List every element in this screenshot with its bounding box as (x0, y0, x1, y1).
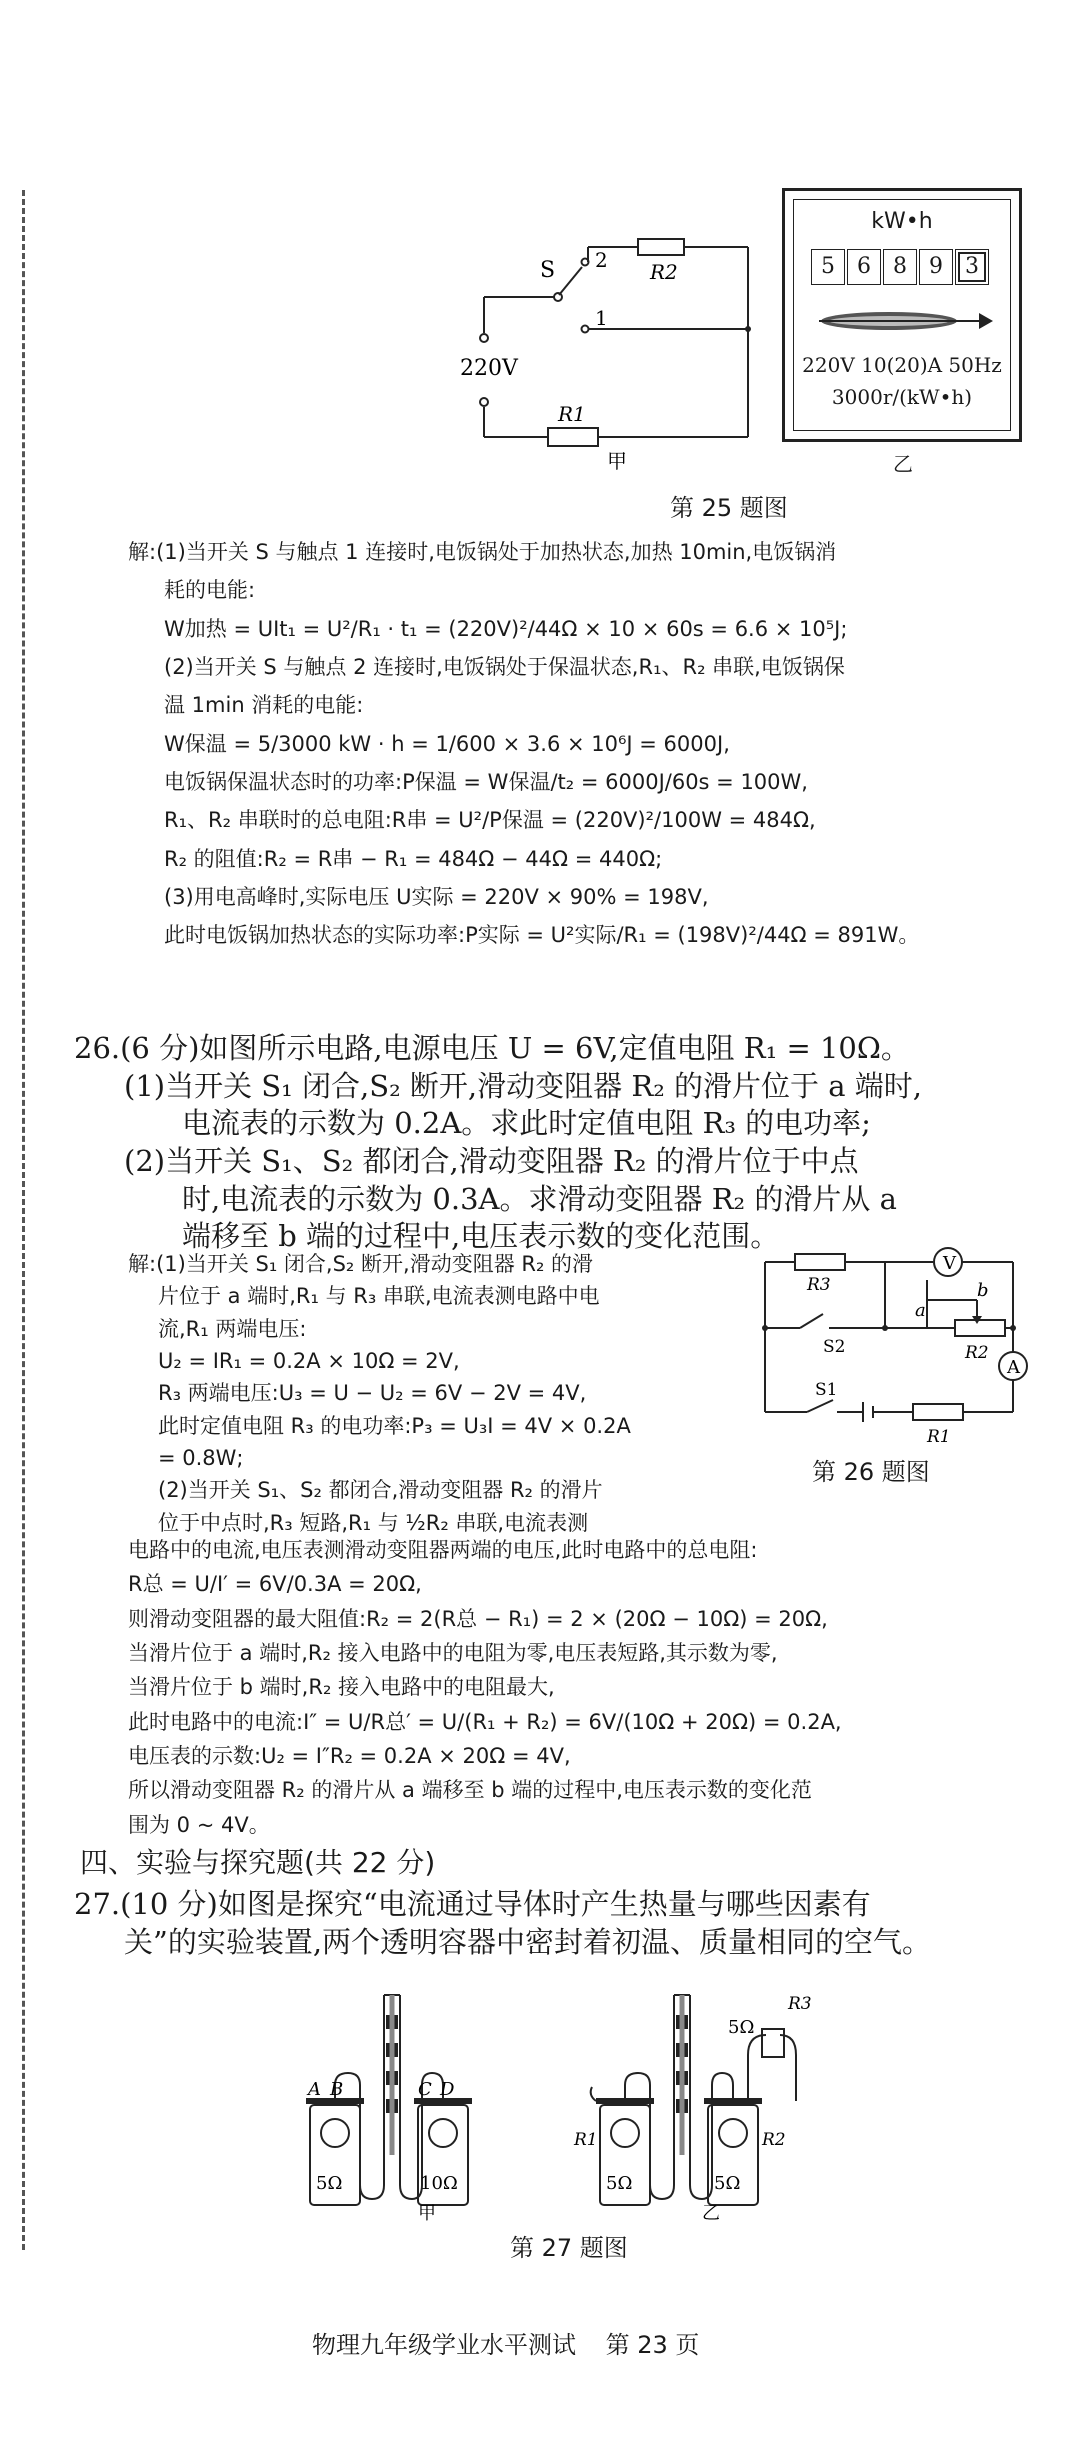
footer-page-number: 第 23 页 (605, 2331, 700, 2359)
solution-line: 此时电路中的电流:I″ = U/R总′ = U/(R₁ + R₂) = 6V/(10Ω + 20Ω) = 0.2A, (128, 1709, 842, 1734)
r2-label: R2 (650, 260, 678, 284)
energy-meter (782, 188, 1022, 442)
left-container-5ohm: 5Ω (316, 2173, 343, 2194)
footer-book-title: 物理九年级学业水平测试 (312, 2331, 576, 2359)
solution-line: 流,R₁ 两端电压: (158, 1316, 307, 1341)
meter-constant: 3000r/(kW•h) (831, 385, 973, 409)
r3-5ohm-label: 5Ω (728, 2017, 755, 2038)
a-label: a (915, 1300, 926, 1321)
figure-26-title: 第 26 题图 (812, 1458, 930, 1486)
meter-digit: 3 (955, 249, 989, 285)
r1-label: R1 (574, 2130, 598, 2150)
solution-line: 电路中的电流,电压表测滑动变阻器两端的电压,此时电路中的总电阻: (128, 1538, 758, 1562)
left-container-5ohm: 5Ω (606, 2173, 633, 2194)
solution-line: (2)当开关 S 与触点 2 连接时,电饭锅处于保温状态,R₁、R₂ 串联,电饭锅保 (164, 655, 845, 680)
solution-line: 所以滑动变阻器 R₂ 的滑片从 a 端移至 b 端的过程中,电压表示数的变化范 (128, 1778, 812, 1803)
figure-27-title: 第 27 题图 (510, 2234, 628, 2262)
solution-25 (128, 538, 1048, 960)
solution-line: 围为 0 ~ 4V。 (128, 1812, 270, 1837)
solution-line: W保温 = 5/3000 kW · h = 1/600 × 3.6 × 10⁶J = 6000J, (164, 731, 730, 756)
figure-27-jia-caption: 甲 (418, 2203, 436, 2224)
meter-digit: 5 (811, 249, 845, 285)
meter-digit: 6 (847, 249, 881, 285)
contact-2-label: 2 (595, 248, 608, 272)
label-b: B (330, 2079, 344, 2100)
label-d: D (440, 2079, 455, 2100)
voltage-label: 220V (460, 356, 518, 381)
r3-label: R3 (788, 1994, 812, 2014)
label-c: C (418, 2079, 432, 2100)
figure-25-yi-caption: 乙 (893, 452, 913, 476)
solution-line: U₂ = IR₁ = 0.2A × 10Ω = 2V, (158, 1349, 460, 1374)
solution-line: 耗的电能: (164, 578, 256, 603)
figure-25-jia-caption: 甲 (607, 449, 627, 473)
meter-digit: 8 (883, 249, 917, 285)
solution-line: (3)用电高峰时,实际电压 U实际 = 220V × 90% = 198V, (164, 885, 709, 910)
figure-25-title: 第 25 题图 (670, 494, 788, 522)
solution-line: 位于中点时,R₃ 短路,R₁ 与 ½R₂ 串联,电流表测 (158, 1510, 589, 1535)
figure-27-apparatus (300, 1985, 860, 2225)
s1-label: S1 (815, 1380, 838, 1400)
solution-line: 温 1min 消耗的电能: (164, 693, 364, 718)
solution-26-part-a (128, 1250, 748, 1541)
solution-line: R₁、R₂ 串联时的总电阻:R串 = U²/P保温 = (220V)²/100W = 484Ω, (164, 808, 816, 833)
section-4-heading: 四、实验与探究题(共 22 分) (80, 1846, 436, 1879)
solution-line: = 0.8W; (158, 1446, 244, 1471)
solution-line: 电压表的示数:U₂ = I″R₂ = 0.2A × 20Ω = 4V, (128, 1744, 571, 1769)
q26-line: 时,电流表的示数为 0.3A。求滑动变阻器 R₂ 的滑片从 a (182, 1181, 897, 1216)
margin-dashed-line (22, 190, 25, 2250)
q26-line: (1)当开关 S₁ 闭合,S₂ 断开,滑动变阻器 R₂ 的滑片位于 a 端时, (124, 1068, 922, 1103)
voltmeter-icon: V (943, 1253, 956, 1274)
label-a: A (308, 2079, 321, 2100)
r1-label: R1 (558, 402, 586, 426)
solution-line: W加热 = UIt₁ = U²/R₁ · t₁ = (220V)²/44Ω × 10 × 60s = 6.6 × 10⁵J; (164, 616, 848, 641)
solution-line: 此时电饭锅加热状态的实际功率:P实际 = U²实际/R₁ = (198V)²/44Ω = 891W。 (164, 923, 920, 948)
q26-line: (2)当开关 S₁、S₂ 都闭合,滑动变阻器 R₂ 的滑片位于中点 (124, 1144, 859, 1179)
solution-line: 片位于 a 端时,R₁ 与 R₃ 串联,电流表测电路中电 (158, 1284, 600, 1309)
solution-line: 则滑动变阻器的最大阻值:R₂ = 2(R总 − R₁) = 2 × (20Ω − 10Ω) = 20Ω, (128, 1606, 828, 1631)
right-container-5ohm: 5Ω (714, 2173, 741, 2194)
meter-disc-arrow-icon (809, 303, 995, 339)
meter-unit: kW•h (871, 209, 933, 234)
q27-line: 关”的实验装置,两个透明容器中密封着初温、质量相同的空气。 (124, 1924, 932, 1959)
meter-rating: 220V 10(20)A 50Hz (802, 353, 1002, 377)
solution-line: 当滑片位于 a 端时,R₂ 接入电路中的电阻为零,电压表短路,其示数为零, (128, 1641, 778, 1666)
meter-display (811, 249, 991, 285)
r2-label: R2 (965, 1343, 989, 1363)
q26-line: 电流表的示数为 0.2A。求此时定值电阻 R₃ 的电功率; (182, 1106, 871, 1141)
q26-line: 26.(6 分)如图所示电路,电源电压 U = 6V,定值电阻 R₁ = 10Ω。 (74, 1031, 910, 1065)
solution-line: 此时定值电阻 R₃ 的电功率:P₃ = U₃I = 4V × 0.2A (158, 1413, 631, 1438)
r2-label: R2 (762, 2130, 786, 2150)
solution-26-part-b (128, 1536, 1068, 1845)
figure-25-circuit (460, 225, 760, 480)
b-label: b (977, 1280, 989, 1301)
q27-line: 27.(10 分)如图是探究“电流通过导体时产生热量与哪些因素有 (74, 1887, 871, 1921)
s2-label: S2 (823, 1337, 846, 1357)
r1-label: R1 (927, 1427, 951, 1447)
solution-line: R总 = U/I′ = 6V/0.3A = 20Ω, (128, 1572, 422, 1597)
solution-line: R₃ 两端电压:U₃ = U − U₂ = 6V − 2V = 4V, (158, 1381, 587, 1406)
solution-line: (2)当开关 S₁、S₂ 都闭合,滑动变阻器 R₂ 的滑片 (158, 1478, 603, 1503)
question-26 (74, 1030, 1064, 1256)
solution-line: 电饭锅保温状态时的功率:P保温 = W保温/t₂ = 6000J/60s = 100W, (164, 770, 808, 795)
meter-digit: 9 (919, 249, 953, 285)
r3-label: R3 (807, 1275, 831, 1295)
solution-line: 解:(1)当开关 S₁ 闭合,S₂ 断开,滑动变阻器 R₂ 的滑 (128, 1252, 594, 1276)
contact-1-label: 1 (595, 306, 608, 330)
figure-26-circuit (755, 1240, 1065, 1450)
question-27 (74, 1886, 1074, 1961)
page-footer (312, 2325, 699, 2360)
solution-line: 当滑片位于 b 端时,R₂ 接入电路中的电阻最大, (128, 1675, 555, 1700)
figure-27-yi-caption: 乙 (702, 2203, 720, 2224)
solution-line: R₂ 的阻值:R₂ = R串 − R₁ = 484Ω − 44Ω = 440Ω; (164, 846, 663, 871)
right-container-10ohm: 10Ω (420, 2173, 458, 2194)
solution-line: 解:(1)当开关 S 与触点 1 连接时,电饭锅处于加热状态,加热 10min,电饭锅消 (128, 540, 837, 564)
ammeter-icon: A (1007, 1357, 1020, 1378)
q26-line: 端移至 b 端的过程中,电压表示数的变化范围。 (182, 1219, 780, 1254)
switch-label: S (540, 258, 556, 283)
